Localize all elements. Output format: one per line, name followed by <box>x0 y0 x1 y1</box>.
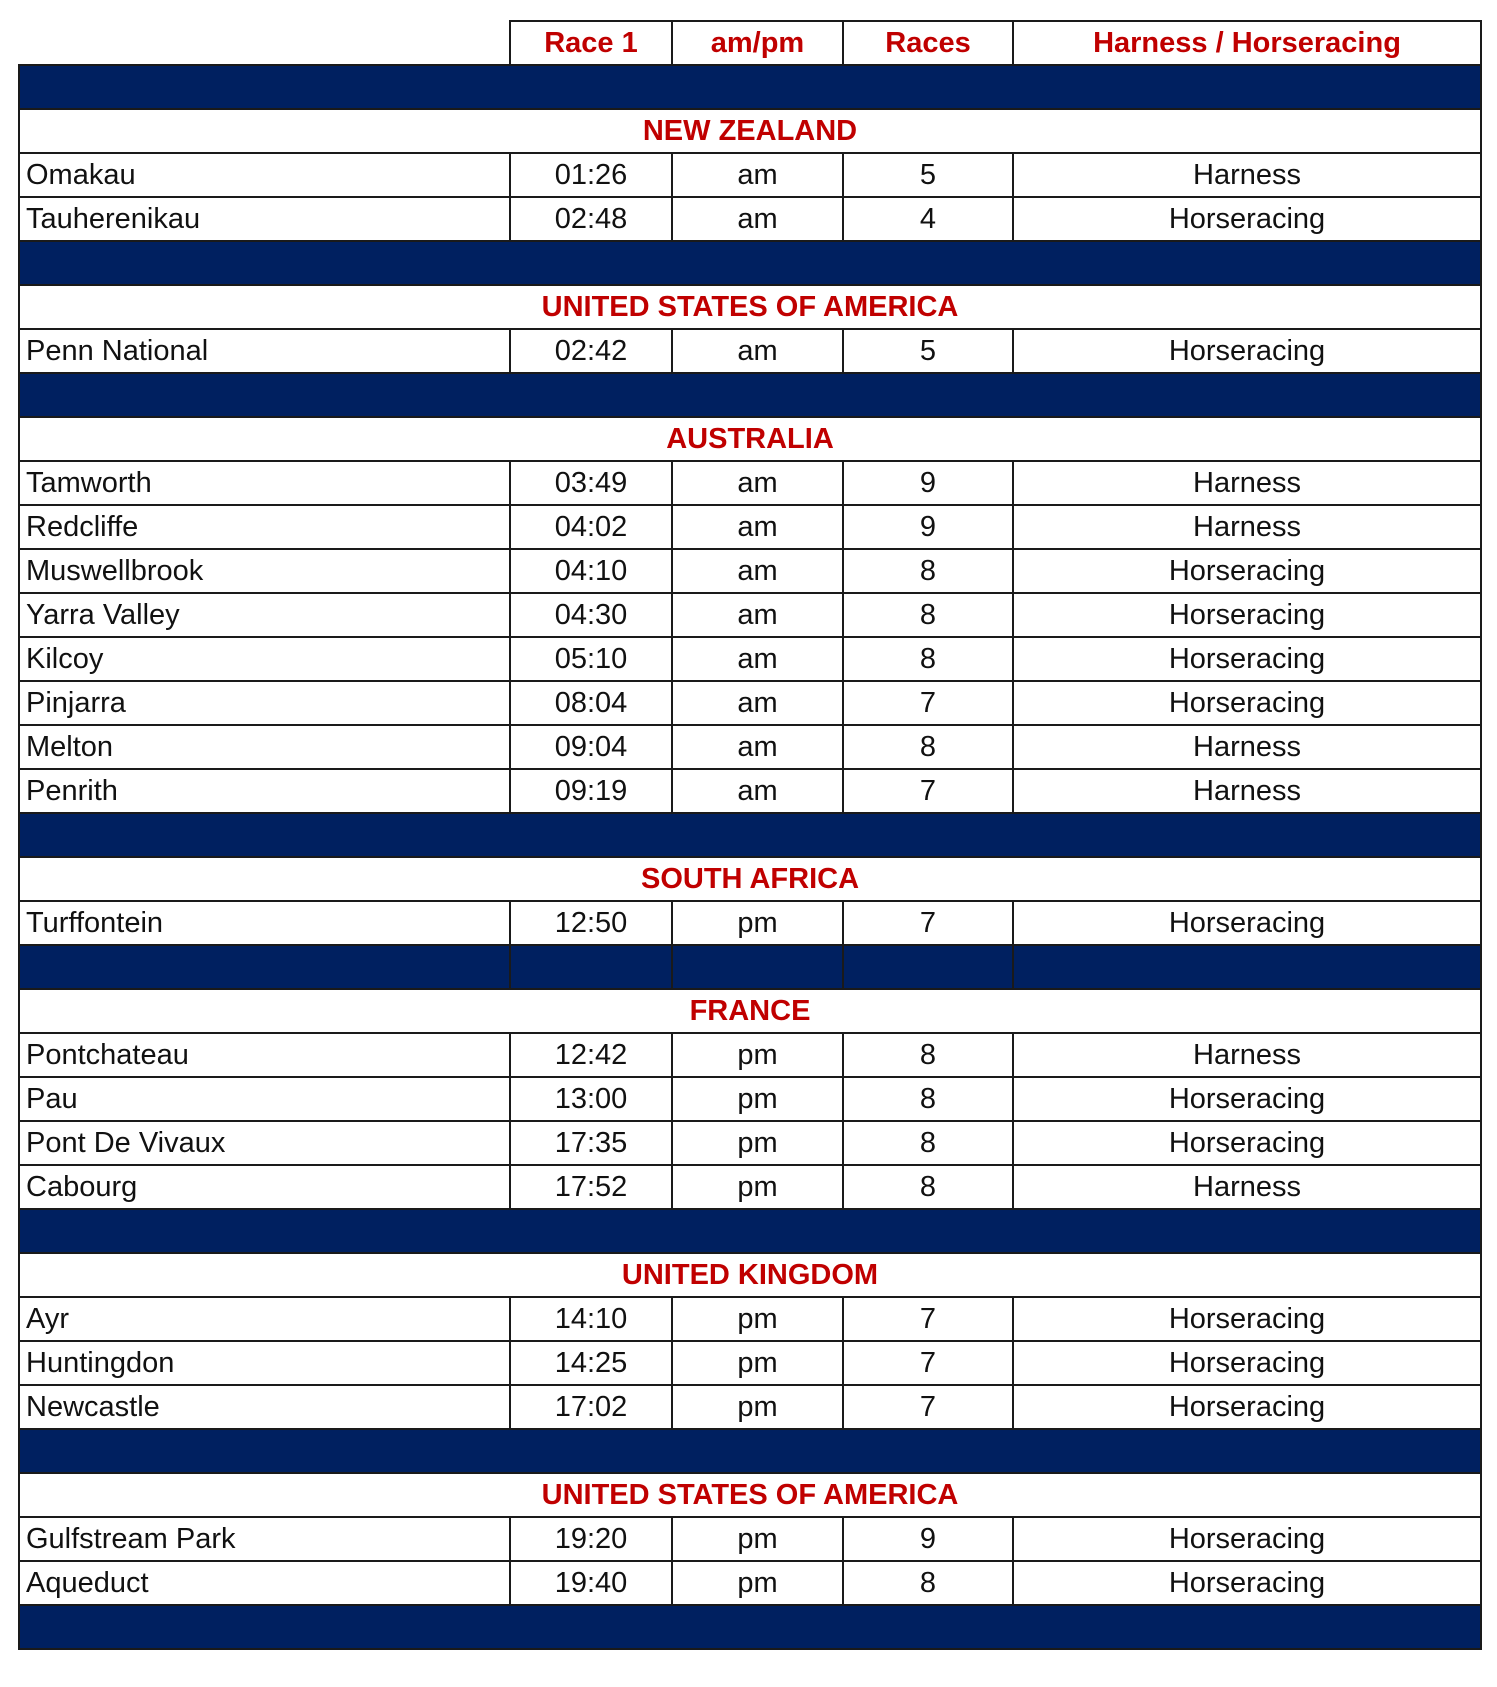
table-row <box>19 637 1481 681</box>
country-heading: UNITED STATES OF AMERICA <box>19 285 1481 329</box>
race-schedule-sheet <box>18 20 1480 1650</box>
venue-cell: Omakau <box>19 153 510 197</box>
race1-time-cell: 14:10 <box>510 1297 672 1341</box>
race1-time-cell: 17:35 <box>510 1121 672 1165</box>
band-cell <box>19 813 1481 857</box>
venue-cell: Tamworth <box>19 461 510 505</box>
table-row <box>19 549 1481 593</box>
ampm-cell: am <box>672 769 843 813</box>
ampm-cell: am <box>672 681 843 725</box>
races-count-cell: 8 <box>843 593 1013 637</box>
section-divider-band <box>19 373 1481 417</box>
band-cell <box>19 945 510 989</box>
table-row <box>19 1077 1481 1121</box>
race-type-cell: Harness <box>1013 505 1481 549</box>
table-row <box>19 153 1481 197</box>
race1-time-cell: 02:42 <box>510 329 672 373</box>
race-type-cell: Harness <box>1013 461 1481 505</box>
races-count-cell: 8 <box>843 1121 1013 1165</box>
band-cell <box>19 373 1481 417</box>
ampm-cell: am <box>672 329 843 373</box>
venue-cell: Melton <box>19 725 510 769</box>
race1-time-cell: 03:49 <box>510 461 672 505</box>
race1-time-cell: 02:48 <box>510 197 672 241</box>
race-type-cell: Horseracing <box>1013 1385 1481 1429</box>
table-row <box>19 901 1481 945</box>
race-type-cell: Horseracing <box>1013 1341 1481 1385</box>
venue-cell: Redcliffe <box>19 505 510 549</box>
table-row <box>19 1121 1481 1165</box>
country-heading-row <box>19 109 1481 153</box>
ampm-cell: pm <box>672 1165 843 1209</box>
race1-time-cell: 09:04 <box>510 725 672 769</box>
ampm-cell: am <box>672 549 843 593</box>
ampm-cell: am <box>672 725 843 769</box>
country-heading: NEW ZEALAND <box>19 109 1481 153</box>
races-count-cell: 7 <box>843 769 1013 813</box>
ampm-cell: am <box>672 505 843 549</box>
race-schedule-table <box>18 20 1482 1650</box>
race1-time-cell: 08:04 <box>510 681 672 725</box>
venue-cell: Penrith <box>19 769 510 813</box>
country-heading-row <box>19 417 1481 461</box>
table-row <box>19 1561 1481 1605</box>
races-count-cell: 7 <box>843 1341 1013 1385</box>
table-row <box>19 1033 1481 1077</box>
races-count-cell: 8 <box>843 725 1013 769</box>
ampm-cell: am <box>672 197 843 241</box>
table-row <box>19 329 1481 373</box>
race-type-cell: Horseracing <box>1013 637 1481 681</box>
venue-cell: Cabourg <box>19 1165 510 1209</box>
ampm-cell: am <box>672 637 843 681</box>
ampm-cell: pm <box>672 1385 843 1429</box>
country-heading: FRANCE <box>19 989 1481 1033</box>
band-cell <box>1013 945 1481 989</box>
section-divider-band <box>19 1429 1481 1473</box>
ampm-cell: am <box>672 593 843 637</box>
table-row <box>19 681 1481 725</box>
venue-cell: Gulfstream Park <box>19 1517 510 1561</box>
venue-cell: Aqueduct <box>19 1561 510 1605</box>
races-count-cell: 8 <box>843 1165 1013 1209</box>
race-type-cell: Horseracing <box>1013 197 1481 241</box>
country-heading-row <box>19 857 1481 901</box>
ampm-cell: pm <box>672 1077 843 1121</box>
races-count-cell: 8 <box>843 1033 1013 1077</box>
races-count-cell: 9 <box>843 505 1013 549</box>
table-row <box>19 1297 1481 1341</box>
venue-cell: Pontchateau <box>19 1033 510 1077</box>
races-count-cell: 4 <box>843 197 1013 241</box>
race-type-cell: Horseracing <box>1013 1077 1481 1121</box>
race-type-cell: Horseracing <box>1013 1121 1481 1165</box>
race-type-cell: Harness <box>1013 769 1481 813</box>
table-row <box>19 461 1481 505</box>
ampm-cell: pm <box>672 1121 843 1165</box>
race-type-cell: Harness <box>1013 725 1481 769</box>
race1-time-cell: 09:19 <box>510 769 672 813</box>
table-row <box>19 1165 1481 1209</box>
race-type-cell: Horseracing <box>1013 1561 1481 1605</box>
band-cell <box>843 945 1013 989</box>
band-cell <box>672 945 843 989</box>
table-row <box>19 769 1481 813</box>
country-heading: AUSTRALIA <box>19 417 1481 461</box>
country-heading: UNITED KINGDOM <box>19 1253 1481 1297</box>
race-type-cell: Horseracing <box>1013 549 1481 593</box>
section-divider-band <box>19 945 1481 989</box>
ampm-cell: pm <box>672 1033 843 1077</box>
races-count-cell: 7 <box>843 1297 1013 1341</box>
race-type-cell: Horseracing <box>1013 329 1481 373</box>
races-count-cell: 8 <box>843 1561 1013 1605</box>
races-count-cell: 5 <box>843 153 1013 197</box>
race1-time-cell: 04:30 <box>510 593 672 637</box>
venue-cell: Pont De Vivaux <box>19 1121 510 1165</box>
table-row <box>19 1385 1481 1429</box>
venue-cell: Turffontein <box>19 901 510 945</box>
country-heading-row <box>19 989 1481 1033</box>
header-type: Harness / Horseracing <box>1013 21 1481 65</box>
header-races: Races <box>843 21 1013 65</box>
race-type-cell: Harness <box>1013 1033 1481 1077</box>
races-count-cell: 7 <box>843 1385 1013 1429</box>
races-count-cell: 8 <box>843 637 1013 681</box>
race1-time-cell: 19:20 <box>510 1517 672 1561</box>
race1-time-cell: 12:42 <box>510 1033 672 1077</box>
table-row <box>19 1517 1481 1561</box>
ampm-cell: pm <box>672 1517 843 1561</box>
country-heading: SOUTH AFRICA <box>19 857 1481 901</box>
band-cell <box>19 241 1481 285</box>
header-row <box>19 21 1481 65</box>
country-heading-row <box>19 285 1481 329</box>
ampm-cell: pm <box>672 1341 843 1385</box>
venue-cell: Pau <box>19 1077 510 1121</box>
race-type-cell: Horseracing <box>1013 593 1481 637</box>
races-count-cell: 5 <box>843 329 1013 373</box>
race1-time-cell: 04:02 <box>510 505 672 549</box>
race1-time-cell: 19:40 <box>510 1561 672 1605</box>
section-divider-band <box>19 1209 1481 1253</box>
band-cell <box>19 1605 1481 1649</box>
ampm-cell: am <box>672 153 843 197</box>
band-cell <box>510 945 672 989</box>
header-ampm: am/pm <box>672 21 843 65</box>
races-count-cell: 9 <box>843 1517 1013 1561</box>
race-type-cell: Harness <box>1013 1165 1481 1209</box>
header-blank-cell <box>19 21 510 65</box>
venue-cell: Penn National <box>19 329 510 373</box>
race1-time-cell: 17:52 <box>510 1165 672 1209</box>
race1-time-cell: 01:26 <box>510 153 672 197</box>
country-heading-row <box>19 1473 1481 1517</box>
venue-cell: Newcastle <box>19 1385 510 1429</box>
races-count-cell: 8 <box>843 1077 1013 1121</box>
table-row <box>19 197 1481 241</box>
country-heading: UNITED STATES OF AMERICA <box>19 1473 1481 1517</box>
race-type-cell: Horseracing <box>1013 681 1481 725</box>
band-cell <box>19 65 1481 109</box>
races-count-cell: 8 <box>843 549 1013 593</box>
band-cell <box>19 1209 1481 1253</box>
table-row <box>19 505 1481 549</box>
venue-cell: Huntingdon <box>19 1341 510 1385</box>
race1-time-cell: 04:10 <box>510 549 672 593</box>
band-cell <box>19 1429 1481 1473</box>
ampm-cell: pm <box>672 901 843 945</box>
race1-time-cell: 13:00 <box>510 1077 672 1121</box>
table-row <box>19 725 1481 769</box>
section-divider-band <box>19 813 1481 857</box>
race1-time-cell: 05:10 <box>510 637 672 681</box>
race-type-cell: Horseracing <box>1013 901 1481 945</box>
race-type-cell: Horseracing <box>1013 1517 1481 1561</box>
ampm-cell: am <box>672 461 843 505</box>
ampm-cell: pm <box>672 1297 843 1341</box>
race-type-cell: Harness <box>1013 153 1481 197</box>
race1-time-cell: 14:25 <box>510 1341 672 1385</box>
header-race1: Race 1 <box>510 21 672 65</box>
section-divider-band <box>19 241 1481 285</box>
races-count-cell: 9 <box>843 461 1013 505</box>
venue-cell: Pinjarra <box>19 681 510 725</box>
venue-cell: Yarra Valley <box>19 593 510 637</box>
table-row <box>19 593 1481 637</box>
race1-time-cell: 17:02 <box>510 1385 672 1429</box>
table-row <box>19 1341 1481 1385</box>
country-heading-row <box>19 1253 1481 1297</box>
venue-cell: Tauherenikau <box>19 197 510 241</box>
race-type-cell: Horseracing <box>1013 1297 1481 1341</box>
section-divider-band <box>19 65 1481 109</box>
races-count-cell: 7 <box>843 901 1013 945</box>
venue-cell: Kilcoy <box>19 637 510 681</box>
races-count-cell: 7 <box>843 681 1013 725</box>
ampm-cell: pm <box>672 1561 843 1605</box>
race1-time-cell: 12:50 <box>510 901 672 945</box>
venue-cell: Ayr <box>19 1297 510 1341</box>
section-divider-band <box>19 1605 1481 1649</box>
venue-cell: Muswellbrook <box>19 549 510 593</box>
